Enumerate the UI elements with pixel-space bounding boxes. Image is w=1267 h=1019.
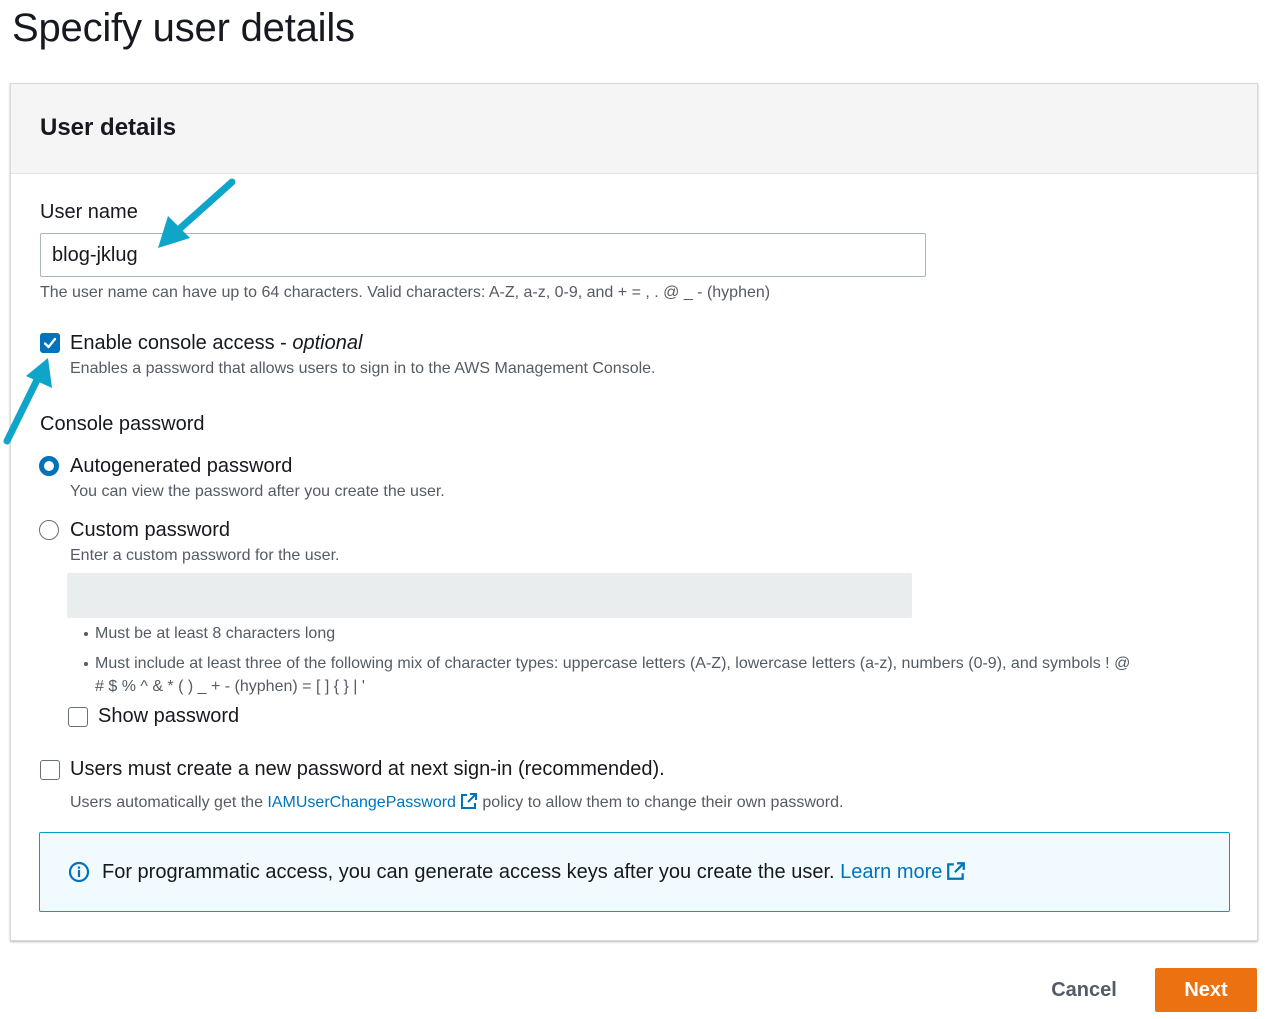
console-access-label[interactable]	[70, 332, 362, 355]
user-name-input[interactable]: blog-jklug	[40, 233, 926, 277]
custom-password-description: Enter a custom password for the user.	[70, 547, 340, 564]
reset-password-label[interactable]: Users must create a new password at next sign-in (recommended).	[70, 758, 665, 780]
checkmark-icon	[43, 336, 57, 350]
custom-password-label[interactable]: Custom password	[70, 519, 231, 541]
console-access-checkbox[interactable]	[40, 333, 60, 353]
password-rule-mix: Must include at least three of the following mix of character types: uppercase letters (A-Z), lowercase letters (a-z), numbers (0-9), and symbols ! @	[95, 655, 1131, 672]
autogenerated-password-radio[interactable]	[39, 456, 59, 476]
bullet-dot	[84, 662, 88, 666]
user-name-hint: The user name can have up to 64 characters. Valid characters: A-Z, a-z, 0-9, and + = , . @ _ - (hyphen)	[40, 284, 771, 301]
info-icon	[68, 861, 90, 883]
custom-password-radio[interactable]	[39, 520, 59, 540]
learn-more-link[interactable]: Learn more	[840, 861, 943, 883]
autogenerated-password-description: You can view the password after you create the user.	[70, 483, 445, 500]
password-rule-length: Must be at least 8 characters long	[95, 625, 336, 642]
optional-tag: optional	[292, 332, 363, 354]
console-password-label: Console password	[40, 413, 205, 435]
console-access-description: Enables a password that allows users to sign in to the AWS Management Console.	[70, 360, 656, 377]
cancel-button[interactable]: Cancel	[1032, 968, 1136, 1012]
panel-title: User details	[40, 114, 177, 141]
show-password-label[interactable]: Show password	[98, 705, 240, 727]
autogenerated-password-label[interactable]: Autogenerated password	[70, 455, 293, 477]
bullet-dot	[84, 632, 88, 636]
info-alert-text	[102, 861, 966, 884]
info-alert-message: For programmatic access, you can generate access keys after you create the user.	[102, 861, 841, 883]
custom-password-input[interactable]	[67, 573, 912, 618]
external-link-icon[interactable]	[946, 861, 966, 881]
next-button[interactable]: Next	[1155, 968, 1257, 1012]
iam-policy-link[interactable]: IAMUserChangePassword	[267, 794, 456, 811]
panel-header	[11, 84, 1257, 174]
page-title: Specify user details	[12, 6, 355, 50]
external-link-icon[interactable]	[460, 792, 478, 810]
reset-password-description-suffix: policy to allow them to change their own password.	[477, 794, 844, 811]
reset-password-description-prefix: Users automatically get the	[70, 794, 268, 811]
user-name-label: User name	[40, 201, 138, 223]
show-password-checkbox[interactable]	[68, 707, 88, 727]
console-access-label-text: Enable console access -	[70, 332, 293, 354]
reset-password-description	[70, 792, 843, 812]
password-rule-mix-continued: # $ % ^ & * ( ) _ + - (hyphen) = [ ] { } | '	[95, 678, 365, 695]
info-alert	[39, 832, 1230, 912]
user-details-panel	[10, 83, 1258, 941]
reset-password-checkbox[interactable]	[40, 760, 60, 780]
